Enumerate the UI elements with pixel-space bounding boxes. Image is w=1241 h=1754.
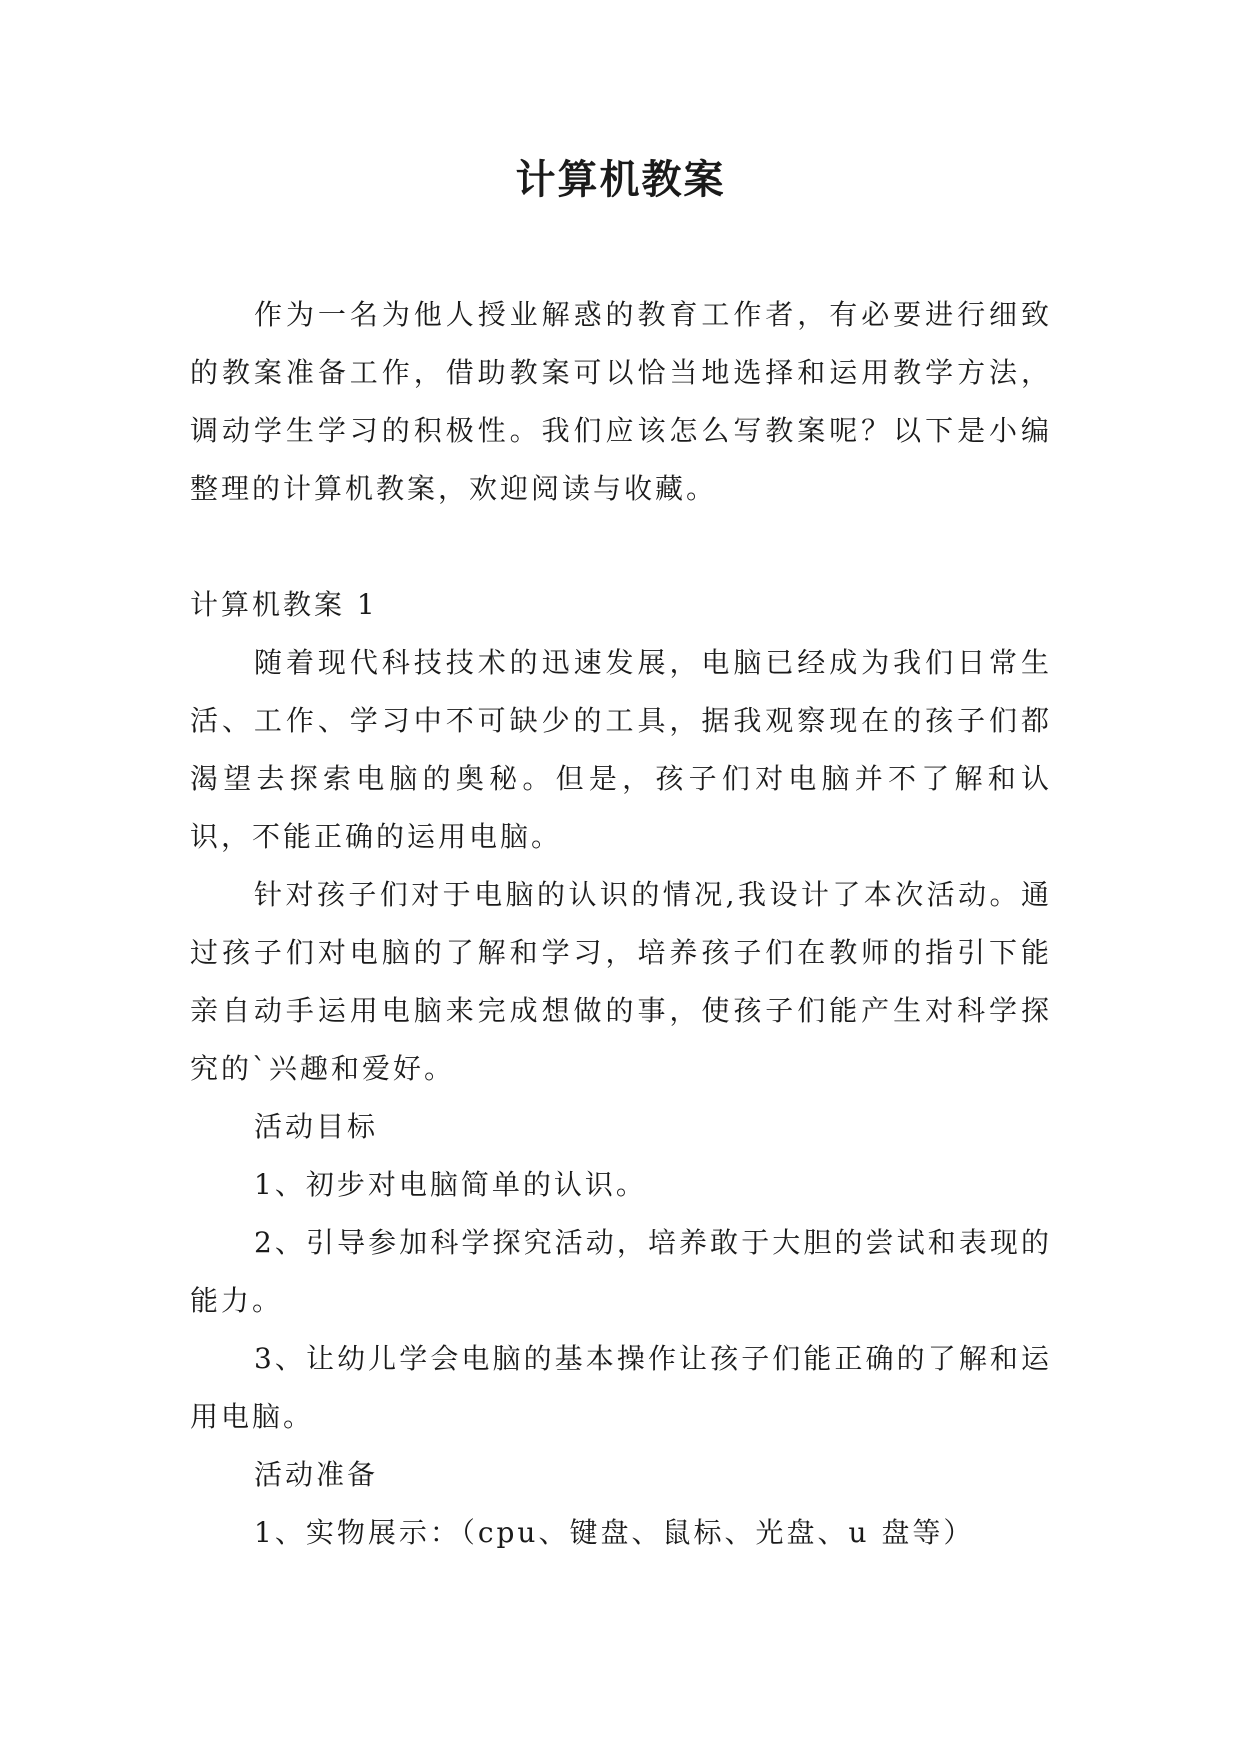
subheading-activity-goals: 活动目标 <box>254 1110 379 1143</box>
section-heading: 计算机教案 1 <box>190 588 378 621</box>
list-item: 1、初步对电脑简单的认识。 <box>254 1168 647 1201</box>
list-item: 1、实物展示：（cpu、键盘、鼠标、光盘、u 盘等） <box>254 1516 975 1549</box>
document-body <box>190 286 1052 1562</box>
body-paragraph: 随着现代科技技术的迅速发展，电脑已经成为我们日常生活、工作、学习中不可缺少的工具，据我观察现在的孩子们都渴望去探索电脑的奥秘。但是，孩子们对电脑并不了解和认识，不能正确的运用电脑。 <box>190 646 1052 853</box>
intro-paragraph: 作为一名为他人授业解惑的教育工作者，有必要进行细致的教案准备工作，借助教案可以恰当地选择和运用教学方法，调动学生学习的积极性。我们应该怎么写教案呢？以下是小编整理的计算机教案，欢迎阅读与收藏。 <box>190 298 1052 505</box>
list-item: 3、让幼儿学会电脑的基本操作让孩子们能正确的了解和运用电脑。 <box>190 1342 1052 1433</box>
subheading-activity-preparation: 活动准备 <box>254 1458 379 1491</box>
document-title: 计算机教案 <box>515 157 726 203</box>
list-item: 2、引导参加科学探究活动，培养敢于大胆的尝试和表现的能力。 <box>190 1226 1052 1317</box>
body-paragraph: 针对孩子们对于电脑的认识的情况,我设计了本次活动。通过孩子们对电脑的了解和学习，培养孩子们在教师的指引下能亲自动手运用电脑来完成想做的事，使孩子们能产生对科学探究的`兴趣和爱好。 <box>190 878 1052 1085</box>
